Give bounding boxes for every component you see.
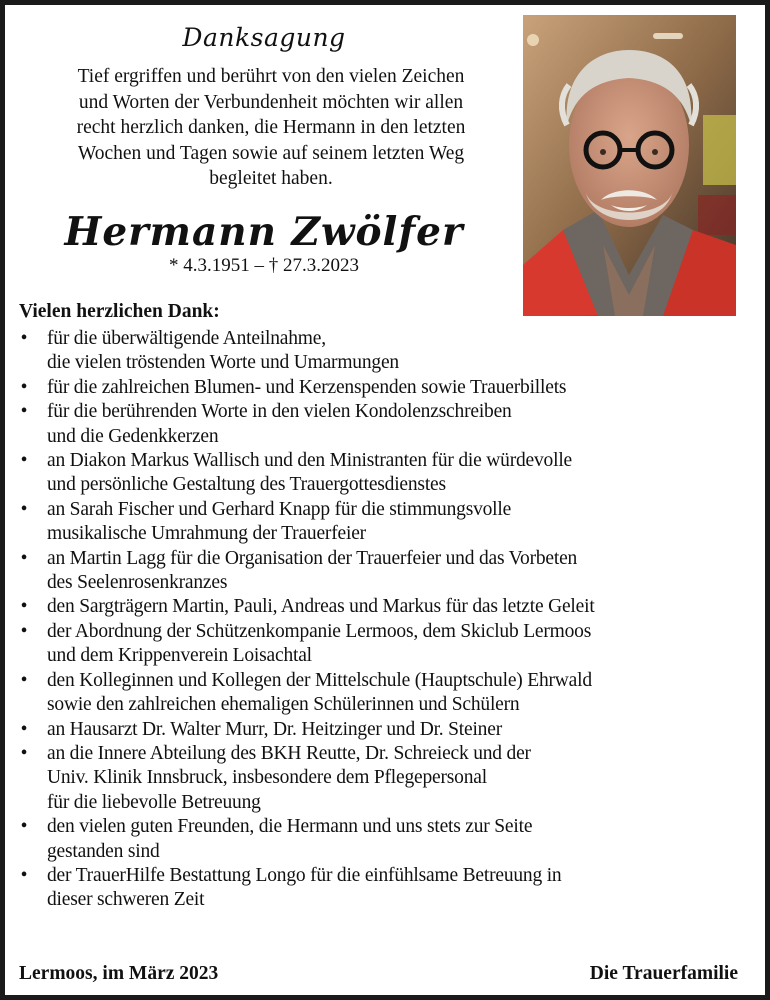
item-line: den vielen guten Freunden, die Hermann und uns stets zur Seite — [47, 816, 533, 838]
intro-text — [17, 64, 525, 192]
bullet-icon: • — [20, 328, 28, 349]
bullet-icon: • — [20, 864, 28, 886]
item-line: den Sargträgern Martin, Pauli, Andreas und Markus für das letzte Geleit — [47, 596, 595, 618]
life-dates: * 4.3.1951 – † 27.3.2023 — [169, 255, 359, 276]
list-item — [19, 547, 759, 596]
item-line: der Abordnung der Schützenkompanie Lermoos, dem Skiclub Lermoos — [47, 620, 592, 642]
intro-line: und Worten der Verbundenheit möchten wir allen — [78, 91, 464, 113]
item-line: für die zahlreichen Blumen- und Kerzenspenden sowie Trauerbillets — [47, 376, 567, 398]
bullet-icon: • — [20, 669, 28, 691]
list-item — [19, 718, 759, 742]
item-line: an die Innere Abteilung des BKH Reutte, Dr. Schreieck und der — [47, 742, 531, 764]
bullet-icon: • — [20, 547, 28, 569]
place-date: Lermoos, im März 2023 — [19, 963, 219, 984]
item-line: für die berührenden Worte in den vielen Kondolenzschreiben — [47, 401, 512, 423]
list-item — [19, 669, 759, 718]
item-line: an Hausarzt Dr. Walter Murr, Dr. Heitzinger und Dr. Steiner — [47, 718, 502, 740]
list-item — [19, 327, 759, 376]
item-line: dieser schweren Zeit — [47, 889, 205, 911]
list-item — [19, 449, 759, 498]
list-item — [19, 815, 759, 864]
bullet-icon: • — [20, 596, 28, 618]
signature: Die Trauerfamilie — [589, 963, 738, 984]
item-line: und die Gedenkkerzen — [47, 425, 219, 447]
item-line: an Diakon Markus Wallisch und den Ministranten für die würdevolle — [47, 450, 572, 472]
intro-line: Tief ergriffen und berührt von den vielen Zeichen — [77, 66, 465, 87]
item-line: an Martin Lagg für die Organisation der Trauerfeier und das Vorbeten — [47, 547, 578, 569]
item-line: für die überwältigende Anteilnahme, — [47, 328, 326, 349]
intro-line: begleitet haben. — [209, 168, 333, 189]
obituary-notice — [5, 5, 765, 995]
item-line: gestanden sind — [47, 840, 160, 862]
deceased-name: Hermann Zwölfer — [64, 209, 464, 255]
item-line: der TrauerHilfe Bestattung Longo für die einfühlsame Betreuung in — [47, 864, 562, 886]
bullet-icon: • — [20, 742, 28, 764]
list-item — [19, 620, 759, 669]
bullet-icon: • — [20, 401, 28, 423]
bullet-icon: • — [20, 450, 28, 472]
item-line: Univ. Klinik Innsbruck, insbesondere dem Pflegepersonal — [47, 767, 487, 789]
thanks-list — [19, 327, 759, 913]
thanks-title: Vielen herzlichen Dank: — [19, 301, 220, 322]
list-item — [19, 376, 759, 400]
item-line: den Kolleginnen und Kollegen der Mittelschule (Hauptschule) Ehrwald — [47, 669, 592, 691]
bullet-icon: • — [20, 620, 28, 642]
item-line: die vielen tröstenden Worte und Umarmungen — [47, 352, 399, 374]
item-line: und persönliche Gestaltung des Trauergottesdienstes — [47, 474, 446, 496]
list-item — [19, 742, 759, 815]
notice-heading: Danksagung — [182, 23, 346, 52]
list-item — [19, 400, 759, 449]
portrait-photo — [523, 15, 736, 316]
item-line: und dem Krippenverein Loisachtal — [47, 645, 312, 667]
intro-line: recht herzlich danken, die Hermann in den letzten — [76, 117, 466, 138]
item-line: des Seelenrosenkranzes — [47, 572, 228, 594]
list-item — [19, 864, 759, 913]
list-item — [19, 595, 759, 619]
intro-line: Wochen und Tagen sowie auf seinem letzten Weg — [77, 142, 465, 164]
item-line: sowie den zahlreichen ehemaligen Schülerinnen und Schülern — [47, 694, 520, 716]
bullet-icon: • — [20, 376, 28, 398]
list-item — [19, 498, 759, 547]
bullet-icon: • — [20, 498, 28, 520]
item-line: für die liebevolle Betreuung — [47, 791, 261, 813]
item-line: an Sarah Fischer und Gerhard Knapp für die stimmungsvolle — [47, 498, 512, 520]
portrait-illustration — [523, 15, 736, 316]
bullet-icon: • — [20, 718, 28, 740]
item-line: musikalische Umrahmung der Trauerfeier — [47, 523, 366, 545]
bullet-icon: • — [20, 816, 28, 838]
